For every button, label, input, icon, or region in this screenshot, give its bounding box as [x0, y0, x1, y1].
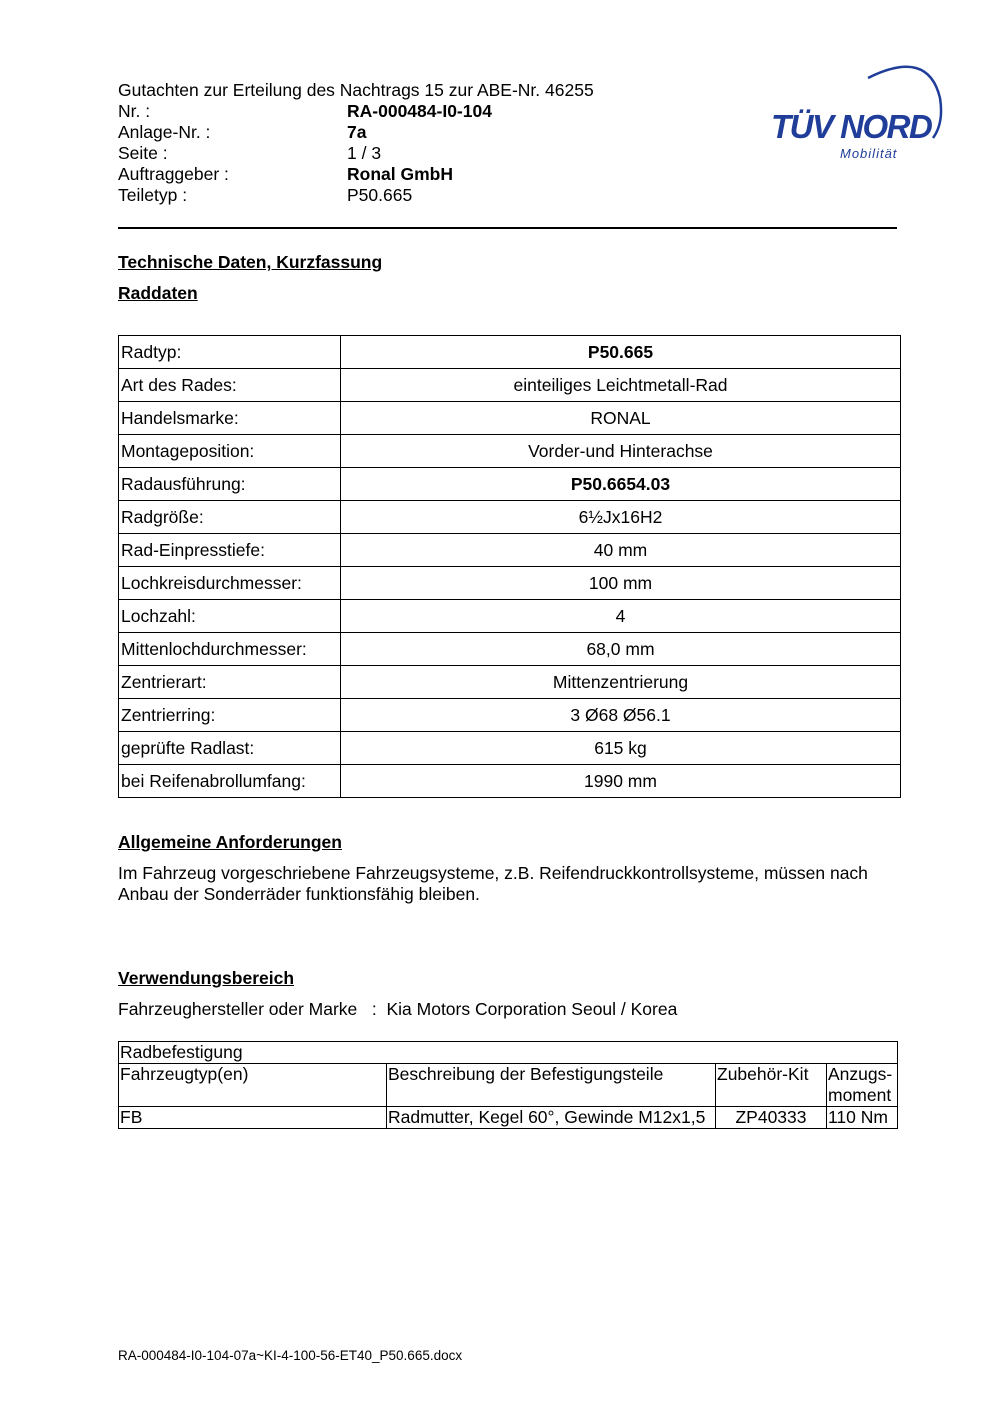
cell-zubehoer-kit: ZP40333 [716, 1107, 827, 1129]
raddaten-value: 4 [341, 600, 901, 633]
table-row [119, 369, 901, 402]
radbefestigung-table [118, 1041, 898, 1129]
raddaten-key: Mittenlochdurchmesser: [119, 633, 341, 666]
raddaten-value: Mittenzentrierung [341, 666, 901, 699]
cell-fahrzeugtyp: FB [119, 1107, 387, 1129]
raddaten-key: Lochkreisdurchmesser: [119, 567, 341, 600]
cell-anzugsmoment: 110 Nm [827, 1107, 898, 1129]
header-zubehoer-kit: Zubehör-Kit [716, 1064, 827, 1107]
cell-beschreibung: Radmutter, Kegel 60°, Gewinde M12x1,5 [387, 1107, 716, 1129]
header-label: Seite : [118, 143, 168, 163]
table-row [119, 336, 901, 369]
maker-separator: : [371, 999, 377, 1019]
raddaten-key: Art des Rades: [119, 369, 341, 402]
raddaten-table [118, 335, 901, 798]
document-title: Gutachten zur Erteilung des Nachtrags 15 zur ABE-Nr. 46255 [118, 80, 594, 100]
table-caption: Radbefestigung [119, 1042, 898, 1064]
logo-subtitle: Mobilität [840, 146, 898, 161]
header-anzugsmoment: Anzugs-moment [827, 1064, 898, 1107]
table-row [119, 468, 901, 501]
header-row-seite [118, 143, 678, 164]
raddaten-value: 3 Ø68 Ø56.1 [341, 699, 901, 732]
raddaten-value: 6½Jx16H2 [341, 501, 901, 534]
table-row [119, 699, 901, 732]
tuv-nord-logo [768, 58, 948, 168]
footer-filename: RA-000484-I0-104-07a~KI-4-100-56-ET40_P50.665.docx [118, 1348, 463, 1363]
raddaten-value: P50.665 [341, 336, 901, 369]
table-row [119, 1107, 898, 1129]
header-value: 7a [347, 122, 367, 142]
raddaten-value: 40 mm [341, 534, 901, 567]
raddaten-key: Radausführung: [119, 468, 341, 501]
header-value: RA-000484-I0-104 [347, 101, 492, 121]
raddaten-value: 100 mm [341, 567, 901, 600]
heading-technische-daten: Technische Daten, Kurzfassung [118, 252, 383, 272]
raddaten-value: einteiliges Leichtmetall-Rad [341, 369, 901, 402]
header-value: P50.665 [347, 185, 413, 205]
raddaten-key: Montageposition: [119, 435, 341, 468]
header-label: Teiletyp : [118, 185, 188, 205]
raddaten-value: 68,0 mm [341, 633, 901, 666]
header-row-auftraggeber [118, 164, 678, 185]
heading-allgemeine-anforderungen: Allgemeine Anforderungen [118, 832, 342, 852]
raddaten-key: geprüfte Radlast: [119, 732, 341, 765]
raddaten-value: P50.6654.03 [341, 468, 901, 501]
header-beschreibung: Beschreibung der Befestigungsteile [387, 1064, 716, 1107]
header-label: Nr. : [118, 101, 151, 121]
allgemeine-text: Im Fahrzeug vorgeschriebene Fahrzeugsysteme, z.B. Reifendruckkontrollsysteme, müssen nach Anbau der Sonderräder funktionsfähig bleiben. [118, 863, 868, 904]
raddaten-value: Vorder-und Hinterachse [341, 435, 901, 468]
header-label: Auftraggeber : [118, 164, 229, 184]
raddaten-key: Zentrierring: [119, 699, 341, 732]
header-label: Anlage-Nr. : [118, 122, 211, 142]
table-row [119, 600, 901, 633]
raddaten-key: Radtyp: [119, 336, 341, 369]
table-row [119, 633, 901, 666]
table-row [119, 666, 901, 699]
header-row-nr [118, 101, 678, 122]
raddaten-value: 1990 mm [341, 765, 901, 798]
logo-brand: TÜV NORD [771, 108, 932, 145]
header-fahrzeugtyp: Fahrzeugtyp(en) [119, 1064, 387, 1107]
maker-value: Kia Motors Corporation Seoul / Korea [386, 999, 678, 1019]
raddaten-key: Zentrierart: [119, 666, 341, 699]
table-row [119, 765, 901, 798]
header-row-anlage [118, 122, 678, 143]
heading-raddaten: Raddaten [118, 283, 198, 303]
raddaten-key: Rad-Einpresstiefe: [119, 534, 341, 567]
table-row [119, 435, 901, 468]
heading-verwendungsbereich: Verwendungsbereich [118, 968, 295, 988]
raddaten-key: bei Reifenabrollumfang: [119, 765, 341, 798]
raddaten-value: 615 kg [341, 732, 901, 765]
table-header-row [119, 1064, 898, 1107]
header-row-teiletyp [118, 185, 678, 206]
table-row [119, 402, 901, 435]
header-divider [118, 227, 897, 229]
table-row [119, 501, 901, 534]
raddaten-key: Handelsmarke: [119, 402, 341, 435]
header-value: 1 / 3 [347, 143, 382, 163]
table-row [119, 732, 901, 765]
maker-label: Fahrzeughersteller oder Marke [118, 999, 358, 1019]
table-row [119, 567, 901, 600]
document-header [118, 80, 678, 206]
raddaten-key: Radgröße: [119, 501, 341, 534]
table-row [119, 534, 901, 567]
maker-line [118, 999, 677, 1020]
raddaten-value: RONAL [341, 402, 901, 435]
header-value: Ronal GmbH [347, 164, 453, 184]
raddaten-key: Lochzahl: [119, 600, 341, 633]
